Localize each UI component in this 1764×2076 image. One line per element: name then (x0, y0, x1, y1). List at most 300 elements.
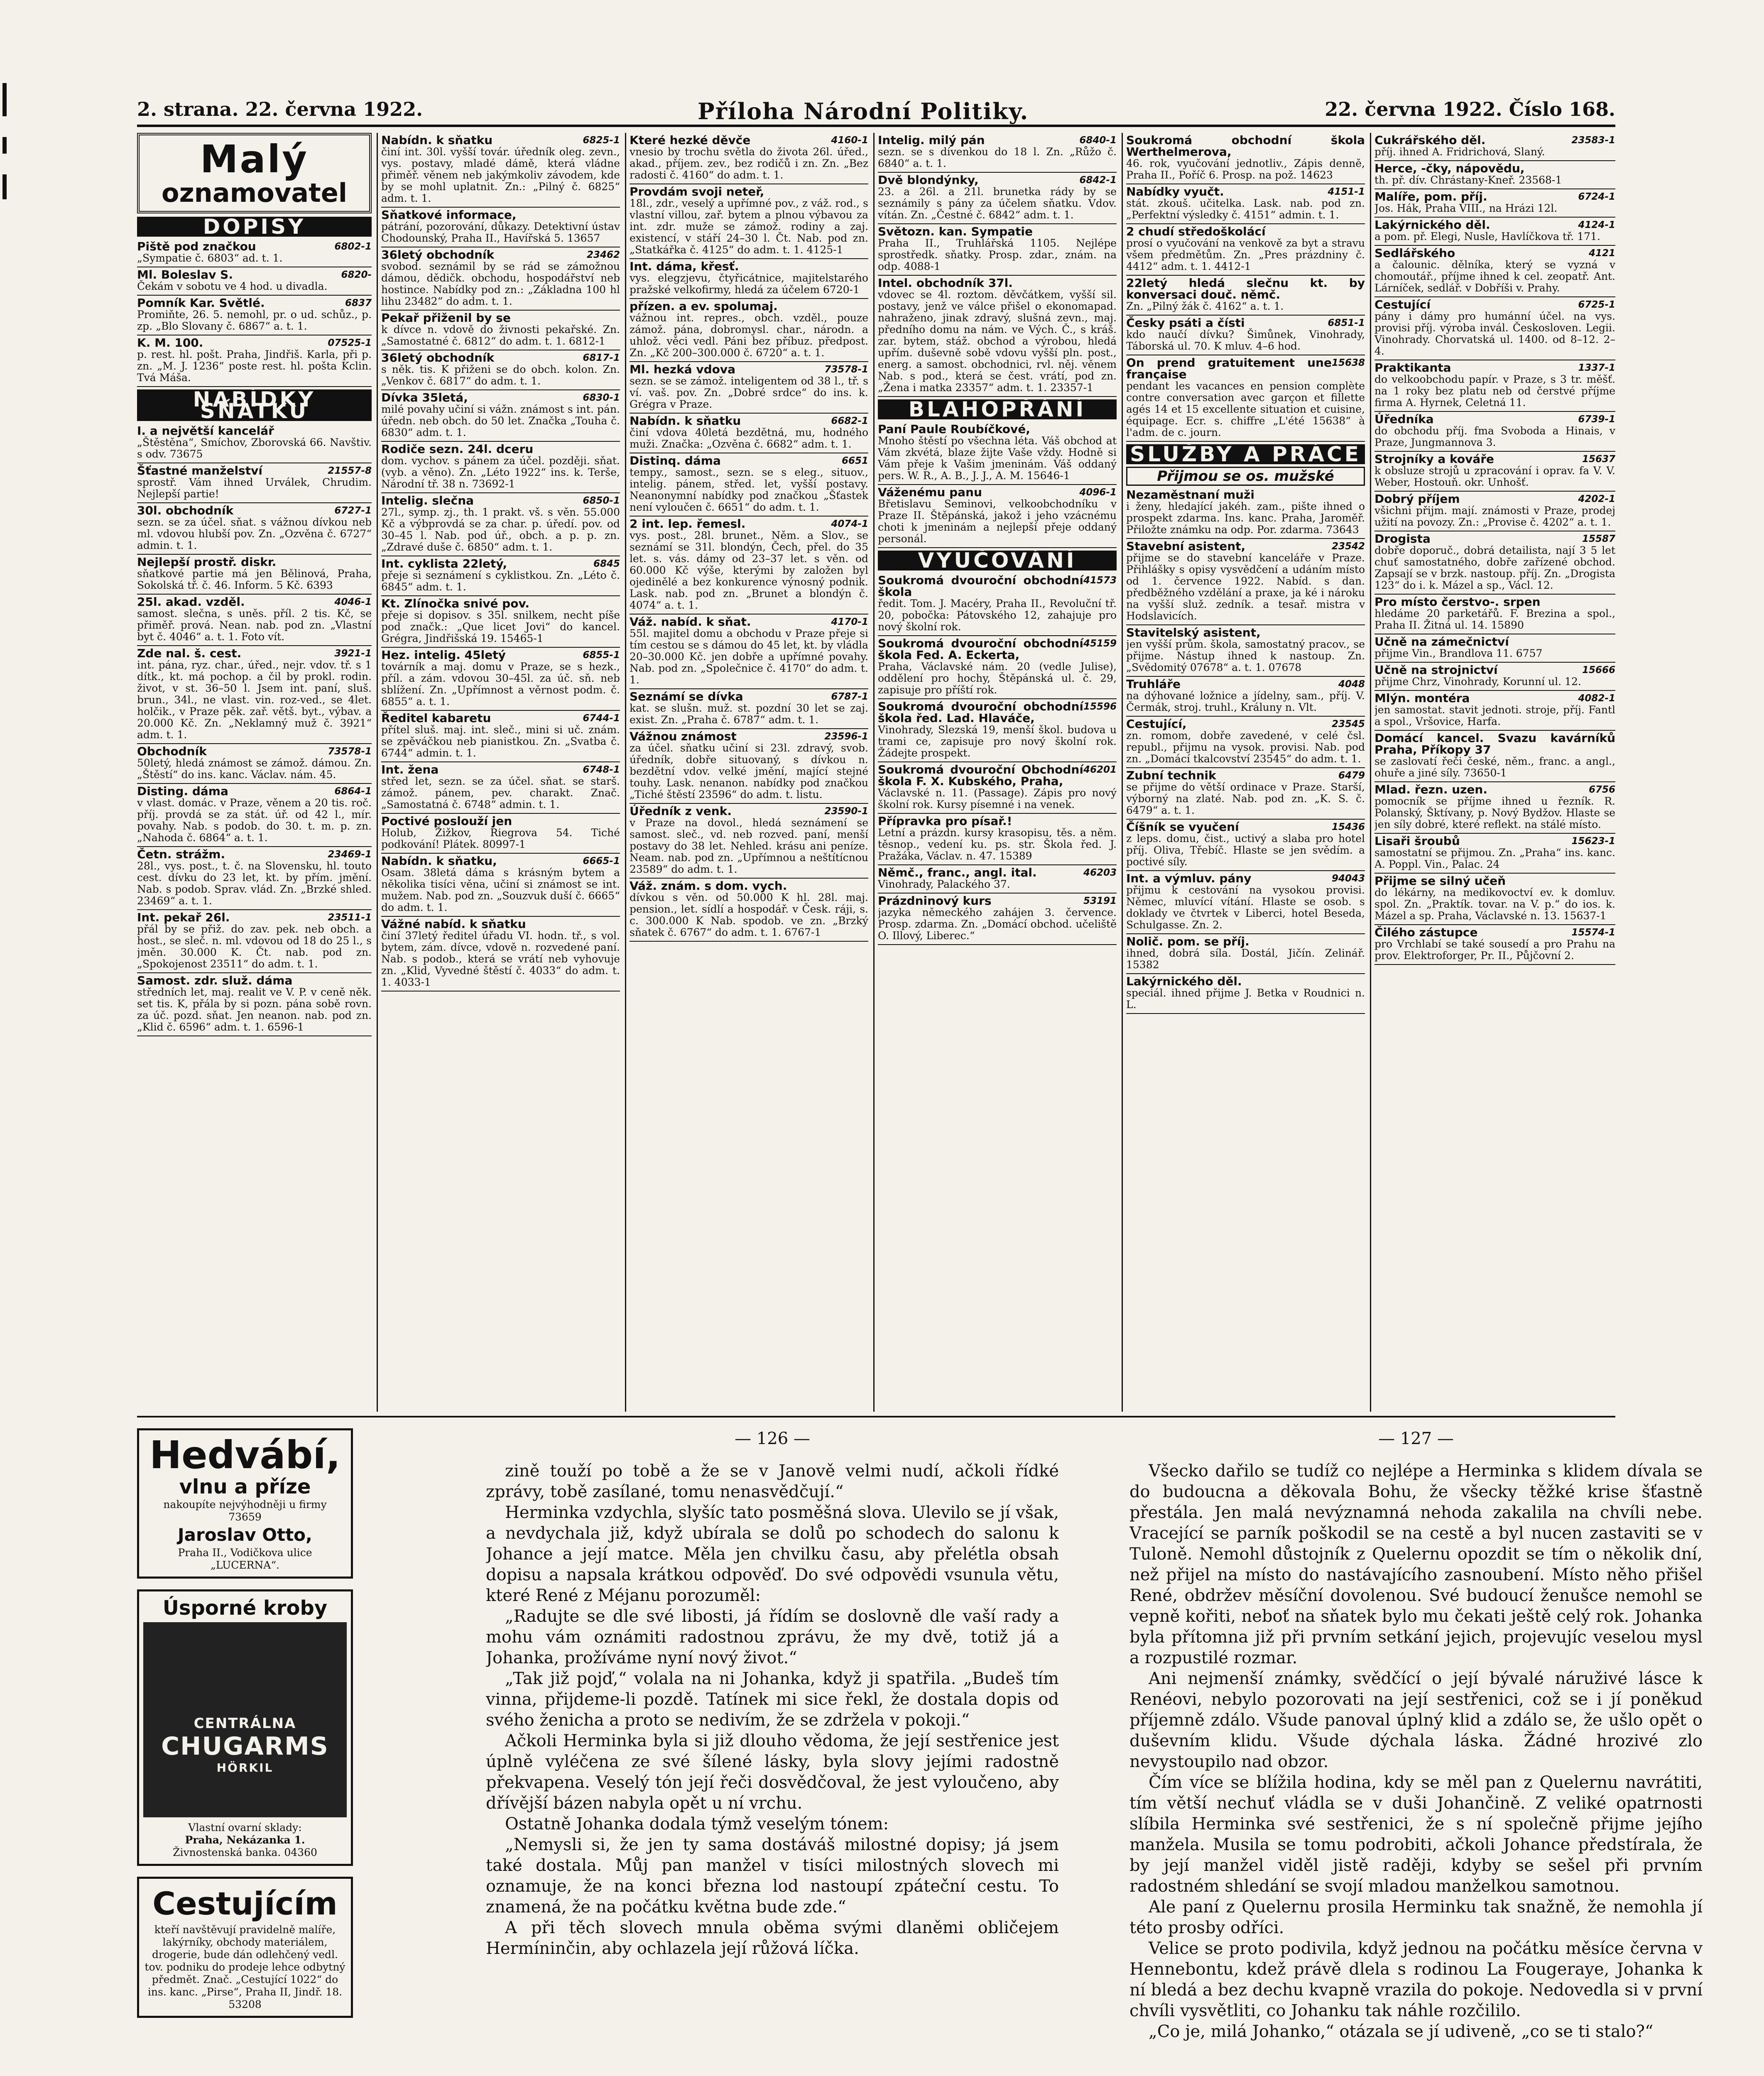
ad-list (137, 239, 372, 1036)
ad-heading (878, 135, 1117, 146)
ad-hedvabi-name: Jaroslav Otto, (178, 1525, 312, 1545)
classified-ad (1126, 625, 1365, 677)
ad-title: Nolič. pom. se příj. (1126, 935, 1250, 948)
classified-ad (1126, 224, 1365, 276)
classified-ad (878, 173, 1117, 224)
ad-body: do obchodu příj. fma Svoboda a Hinais, v Praze, Jungmannova 3. (1374, 425, 1615, 448)
novel-text (1129, 1461, 1703, 2042)
ad-body: p. rest. hl. pošt. Praha, Jindřiš. Karla, při p. zn. „M. J. 1236“ poste rest. hl. pošta Kclin. Tvá Máša. (137, 348, 372, 384)
ad-title: I. a největší kancelář (137, 424, 274, 438)
ad-body: ředit. Tom. J. Macéry, Praha II., Revoluční tř. 20, pobočka: Pátovského 12, zahajuje pro nový školní rok. (878, 597, 1117, 633)
ad-list (381, 133, 620, 991)
ad-body: přijmu k cestování na vysokou provisi. Němec, mluvící vítání. Hlaste se osob. s doklady ve čtvrtek v Liberci, hotel Beseda, Schulgasse. Zn. 2. (1126, 884, 1365, 931)
ad-body: „Sympatie č. 6803“ ad. t. 1. (137, 252, 283, 264)
section-nabidky: NABÍDKY SŇATKU (137, 389, 372, 421)
ad-code: 23596-1 (824, 731, 868, 742)
ad-code: 6820- (341, 269, 372, 280)
ad-title: Úředník z venk. (630, 804, 732, 818)
ad-body: k dívce n. vdově do živnosti pekařské. Zn. „Samostatné č. 6812“ do adm. t. 1. 6812-1 (381, 323, 620, 347)
classified-ad (1126, 974, 1365, 1014)
ad-heading (630, 364, 868, 375)
classified-ad (1126, 820, 1365, 871)
ad-body: pány i dámy pro humánní účel. na vys. provisi příj. výroba invál. Českosloven. Legii. Vinohrady. Chorvatská ul. 1400. od 8–12. 2–4. (1374, 310, 1615, 357)
ad-title: Stavitelský asistent, (1126, 626, 1261, 639)
ad-body: Praha, Václavské nám. 20 (vedle Julise), oddělení pro hochy, Štěpánská ul. č. 29, zapisuje pro příští rok. (878, 661, 1117, 696)
ad-heading (1126, 317, 1365, 329)
ad-code: 4170-1 (831, 617, 868, 627)
ad-code: 6744-1 (583, 713, 620, 724)
ad-heading (630, 691, 868, 703)
classified-ad (878, 276, 1117, 397)
ad-hedvabi-code: 73659 (228, 1511, 262, 1523)
ad-title: Zde nal. š. cest. (137, 646, 242, 660)
ad-code: 6840-1 (1079, 135, 1117, 146)
ad-body: pendant les vacances en pension complète contre conversation avec garçon et fillette agés 14 et 15 excellente situation et cuisine, équipage. Ecr. s. chiffre „L'été 15638“ à l'adm. de c. journ. (1126, 380, 1365, 438)
ad-title: Seznámí se dívka (630, 690, 743, 703)
section-dopisy: DOPISY (137, 217, 372, 237)
ad-code: 6851-1 (1328, 318, 1365, 328)
ad-title: Lakýrnického děl. (1126, 974, 1242, 988)
classified-ad (630, 517, 868, 614)
classified-ad (137, 847, 372, 910)
ad-title: Přijme se silný učeň (1374, 874, 1506, 888)
ad-title: Nezaměstnaní muži (1126, 488, 1254, 502)
ad-title: Samost. zdr. služ. dáma (137, 974, 293, 987)
ad-title: Intelig. slečna (381, 494, 474, 507)
ad-code: 46201 (1083, 764, 1117, 775)
ad-body: kat. se slušn. muž. st. pozdní 30 let se zaj. exist. Zn. „Praha č. 6787“ adm. t. 1. (630, 702, 868, 726)
ad-title: Disting. dáma (137, 784, 228, 798)
ad-heading (137, 556, 372, 568)
classified-ad (381, 556, 620, 596)
classified-ad (630, 804, 868, 879)
ad-title: 30l. obchodník (137, 504, 234, 517)
page-header (137, 95, 1615, 127)
ad-code: 4202-1 (1578, 494, 1615, 504)
classified-ad (381, 133, 620, 208)
ad-code: 23542 (1331, 541, 1365, 552)
ad-heading (381, 209, 620, 221)
ad-body: Holub, Žižkov, Riegrova 54. Tiché podkování! Plátek. 80997-1 (381, 827, 620, 850)
classified-ad (137, 595, 372, 646)
ad-heading (1126, 873, 1365, 884)
classified-ad (137, 503, 372, 555)
ad-code: 6665-1 (583, 856, 620, 867)
ad-title: Mlýn. montéra (1374, 691, 1470, 705)
classified-ad (381, 711, 620, 762)
ad-code: 6725-1 (1578, 299, 1615, 310)
classified-ad (137, 424, 372, 463)
classified-ad (381, 390, 620, 442)
classified-column-3 (630, 133, 875, 1412)
ad-heading (878, 701, 1117, 724)
ad-heading (878, 815, 1117, 827)
section-vyucovani: VYUČOVÁNÍ (878, 551, 1117, 570)
ad-heading (137, 505, 372, 517)
ad-body: dobře doporuč., dobrá detailista, nají 3 5 let chuť samostatného, dobře zařízené obchod. Zapsají se v brzk. nastoup. příj. Zn. „Drogista 123“ do i. k. Mázel a sp., Václ. 12. (1374, 544, 1615, 591)
ad-heading (1126, 489, 1365, 501)
ad-code: 6837 (345, 298, 372, 308)
ad-title: Hez. intelig. 45letý (381, 648, 506, 662)
classified-ad (1374, 663, 1615, 691)
ad-body: přijme se do stavební kanceláře v Praze. Přihlášky s opisy vysvědčení a udáním místo od 1. července 1922. Nabíd. s dan. předběžného vzdělání a praxe, ja ké i nároku na vyšší služ. zedník. a tesař. mistra v Hodslavicích. (1126, 552, 1365, 622)
ad-code: 23583-1 (1571, 135, 1615, 146)
ad-body: hledáme 20 parketářů. F. Brezina a spol., Praha II. Žitná ul. 14. 15890 (1374, 607, 1615, 631)
ad-title: Učně na strojnictví (1374, 663, 1498, 677)
ad-body: vážnou int. repres., obch. vzděl., pouze zámož. pána, dobromysl. char., národn. a uhlož. věci vedl. Páni bez příbuz. předpost. Zn. „Kč 200–300.000 č. 6720“ a. t. 1. (630, 312, 868, 359)
classified-ad (1374, 531, 1615, 595)
ad-heading (630, 186, 868, 198)
ad-body: 55l. majitel domu a obchodu v Praze přeje si tím cestou se s dámou do 45 let, kt. by vládla 20–30.000 Kč. jen dobře a upřímné povahy. Nab. pod zn. „Společnice č. 4170“ do adm. t. 1. (630, 627, 868, 686)
ad-body: do velkoobchodu papír. v Praze, s 3 tr. měšť. na 1 roky bez platu neb od čerstvé příjme firma A. Hyrnek, Celetná 11. (1374, 373, 1615, 409)
ad-code: 4121 (1588, 248, 1615, 259)
ad-body: střed let, sezn. se za účel. sňat. se starš. zámož. pánem, pev. charakt. Znač. „Samostatná č. 6748“ admin. t. 1. (381, 775, 620, 810)
ad-body: se zaslovatí řeči české, něm., franc. a angl., ohuře a jiné síly. 73650-1 (1374, 755, 1615, 779)
ad-bank-line-3: HÖRKIL (216, 1760, 274, 1775)
ad-code: 6787-1 (831, 691, 868, 702)
ad-body: Břetislavu Seminovi, velkoobchodníku v Praze II. Štěpánská, jakož i jeho vzácnému choti k jmeninám a nejlepší přeje oddaný personál. (878, 498, 1117, 545)
classified-ad (1374, 925, 1615, 965)
ad-title: Intel. obchodník 37l. (878, 276, 1013, 290)
paragraph: Všecko dařilo se tudíž co nejlépe a Herminka s klidem dívala se do budoucna a děkovala Bohu, že všecky těžké krise šťastně přestála. Jen malá nevýznamná nehoda zakalila na chvíli nebe. Vracející se parník poškodil se na cestě a byl nucen zastaviti se v Tuloně. Nemohl důstojník z Quelernu opozdit se tím o několik dní, než přijel na místo do nastávajícího zasnoubení. Místo něho přišel René, obdržev měsíční dovolenou. Své budoucí ženušce nemohl se vepně kořiti, neboť na sňatek bylo mu čekati ještě celý rok. Johanka byla přítomna již při prvním setkání jejich, projevujíc veselou mysl a rozpustilé rozmar. (1129, 1462, 1703, 1667)
classified-column-4 (878, 133, 1123, 1412)
ad-body: Zn. „Pilný žák č. 4162“ a. t. 1. (1126, 300, 1284, 312)
ad-body: přítel sluš. maj. int. sleč., mini si uč. znám. se zpěváčkou neb pianistkou. Zn. „Svatba č. 6744“ admin. t. 1. (381, 724, 620, 759)
ad-title: Dívka 35letá, (381, 391, 468, 404)
ad-heading (1374, 219, 1615, 231)
ad-heading (137, 912, 372, 923)
classified-ad (137, 784, 372, 847)
ad-title: 22letý hledá slečnu kt. by konversaci douč. němč. (1126, 276, 1365, 301)
masthead-line-2: oznamovatel (161, 178, 348, 208)
classified-ad (137, 463, 372, 503)
ad-title: 25l. akad. vzděl. (137, 595, 245, 609)
ad-title: 2 chudí středoškolácí (1126, 225, 1266, 238)
ad-title: Cukrářského děl. (1374, 133, 1486, 147)
ad-heading (1374, 835, 1615, 847)
ad-title: Pomník Kar. Světlé. (137, 296, 265, 310)
ad-title: Soukromá dvouroční obchodní škola Fed. A. Eckerta, (878, 637, 1083, 662)
paragraph: A při těch slovech mnula oběma svými dlaněmi obličejem Hermíninčin, aby ochlazela její růžová líčka. (486, 1918, 1059, 1958)
classified-ad (137, 239, 372, 267)
ad-title: Váženému panu (878, 485, 982, 499)
ad-title: Sňatkové informace, (381, 208, 517, 222)
classified-ad (1126, 677, 1365, 717)
ad-heading (1126, 277, 1365, 301)
classified-ad (630, 729, 868, 804)
paragraph: „Nemysli si, že jen ty sama dostáváš milostné dopisy; já jsem také dostala. Můj pan manžel v tisíci milostných slovech mi oznamuje, že na konci března lod nastoupí zpáteční cestu. To znamená, že na počátku května bude zde.“ (486, 1835, 1059, 1917)
ad-code: 6845 (593, 558, 620, 569)
ad-heading (381, 649, 620, 661)
ad-title: Ml. hezká vdova (630, 362, 736, 376)
ad-heading (381, 352, 620, 364)
classified-ad (630, 259, 868, 299)
ad-heading (878, 277, 1117, 289)
ad-heading (1374, 784, 1615, 796)
ad-heading (137, 297, 372, 309)
ad-heading (1374, 875, 1615, 887)
section-blahoprani: BLAHOPŘÁNÍ (878, 399, 1117, 419)
ad-heading (381, 764, 620, 776)
ad-heading (878, 638, 1117, 661)
ad-title: Lisaři šroubů (1374, 834, 1460, 848)
ad-heading (1126, 541, 1365, 552)
ad-title: Vážnou známost (630, 730, 737, 743)
classified-ad (381, 762, 620, 814)
ad-body: Václavské n. 11. (Passage). Zápis pro nový školní rok. Kursy písemné i na venek. (878, 787, 1117, 810)
classified-column-1 (137, 133, 378, 1412)
section-subtitle: Přijmou se os. mužské (1126, 467, 1365, 486)
ad-heading (381, 249, 620, 261)
ad-body: za účel. sňatku učiní si 23l. zdravý, svob. úředník, dobře situovaný, s dívkou n. bezdětní vdov. velké jmění, mající stejné touhy. Lask. nenanon. nabídky pod značkou „Tiché štěstí 23596“ do adm. t. listu. (630, 742, 868, 801)
paragraph: zině touží po tobě a že se v Janově velmi nudí, ačkoli řídké zprávy, tobě zasílané, tomu nenasvědčují.“ (486, 1462, 1059, 1501)
classified-ad (137, 910, 372, 973)
ad-title: Pro místo čerstvo-. srpen (1374, 595, 1541, 609)
paragraph: Čím více se blížila hodina, kdy se měl pan z Quelernu navrátiti, tím větší nechuť vládla se v duši Johančině. Z veliké opatrnosti slíbila Herminka své sestřenici, že s ní společně přijme jejího manžela. Musila se tomu podrobiti, ačkoli Johance předstírala, že by její manžel viděl jistě raději, kdyby se sešel při prvním radostném shledání se svojí mladou manželkou samotnou. (1129, 1773, 1703, 1896)
ad-cestujicim (137, 1877, 353, 2018)
ad-body: činí 37letý ředitel úřadu VI. hodn. tř., s vol. bytem, zám. dívce, vdově n. rozvedené paní. Nab. s podob., která se vrátí neb vyhovuje zn. „Klid, Vyvedné štěstí č. 4033“ do adm. t. 1. 4033-1 (381, 930, 620, 988)
ad-body: stát. zkouš. učitelka. Lask. nab. pod zn. „Perfektní výsledky č. 4151“ admin. t. 1. (1126, 197, 1365, 221)
ad-body: všichni přijm. mají. známosti v Praze, prodej užití na povozy. Zn.: „Provise č. 4202“ a. t. 1. (1374, 504, 1615, 528)
classified-ad (1374, 161, 1615, 189)
ad-code: 15436 (1331, 822, 1365, 832)
classified-ad (381, 350, 620, 390)
classified-ad (1374, 133, 1615, 161)
ad-code: 6825-1 (583, 135, 620, 146)
ad-heading (1374, 493, 1615, 505)
section-sluzby: SLUŽBY A PRÁCE (1126, 444, 1365, 464)
ad-heading (1374, 247, 1615, 259)
ad-body: z leps. domu, čist., uctivý a slaba pro hotel příj. Oliva, Třebíč. Hlaste se jen svědím. a poctivé síly. (1126, 832, 1365, 868)
ad-title: Intelig. milý pán (878, 133, 985, 147)
ad-title: Čilého zástupce (1374, 925, 1478, 939)
ad-heading (630, 616, 868, 628)
ad-heading (1374, 927, 1615, 938)
ad-title: Prázdninový kurs (878, 894, 992, 908)
ad-body: Jos. Hák, Praha VIII., na Hrázi 12l. (1374, 202, 1558, 214)
ad-heading (1374, 732, 1615, 756)
ad-code: 45159 (1083, 638, 1117, 649)
ad-title: Světozn. kan. Sympatie (878, 225, 1033, 238)
ad-body: středních let, maj. realit ve V. P. v ceně něk. set tis. K, přála by si pozn. pána sobě rovn. za úč. pozd. sňat. Jen neanon. nab. pod zn. „Klid č. 6596“ adm. t. 1. 6596-1 (137, 986, 372, 1033)
ad-code: 4048 (1338, 679, 1365, 690)
ad-code: 15596 (1083, 701, 1117, 712)
classified-ad (878, 636, 1117, 699)
ad-bank-city: Praha, Nekázanka 1. (185, 1834, 305, 1846)
classified-ad (381, 917, 620, 991)
ad-title: Zubní technik (1126, 769, 1216, 782)
ad-title: Dvě blondýnky, (878, 173, 979, 187)
classified-ad (630, 614, 868, 689)
masthead (137, 133, 372, 213)
ad-body: sezn. se se zámož. inteligentem od 38 l., tř. s ví. vaš. pov. Zn. „Dobré srdce“ do ins. k. Grégra v Praze. (630, 375, 868, 410)
ad-body: 28l., vys. post., t. č. na Slovensku, hl. touto cest. dívku do 23 let, kt. by přím. jmění. Nab. s podob. Sprav. vlád. Zn. „Brzké shled. 23469“ a. t. 1. (137, 860, 372, 907)
ad-heading (1126, 627, 1365, 639)
classified-ad (1126, 316, 1365, 355)
ad-title: Ředitel kabaretu (381, 711, 491, 725)
ad-heading (878, 487, 1117, 498)
ad-title: Pekař přiženil by se (381, 311, 511, 325)
ad-title: Poctivé poslouží jen (381, 814, 512, 828)
ad-code: 15637 (1582, 454, 1615, 465)
ad-heading (1374, 664, 1615, 676)
ad-body: činí vdova 40letá bezdětná, mu, hodného muži. Značka: „Ozvěna č. 6682“ adm. t. 1. (630, 426, 868, 450)
ad-heading (381, 558, 620, 570)
ad-body: int. pána, ryz. char., úřed., nejr. vdov. tř. s 1 dítk., kt. má pochop. a čil by prokl. rodin. život, v st. 36–50 l. Jsem int. paní, sluš. brun., 34l., ne vlast. vin. roz-ved., se 4let. holčik., v Praze pěk. zař. větš. byt., výbav. a 20.000 Kč. Zn. „Neklamný muž č. 3921“ adm. t. 1. (137, 659, 372, 741)
classified-ad (1374, 691, 1615, 731)
ad-body: vnesio by trochu světla do života 26l. úřed., akad., příjem. zev., bez rodičů i zn. Zn. „Bez radosti č. 4160“ do adm. t. 1. (630, 146, 868, 181)
ad-title: Úředníka (1374, 412, 1434, 426)
classified-ad (137, 335, 372, 387)
ad-title: Malíře, pom. příj. (1374, 190, 1487, 203)
ad-heading (137, 465, 372, 477)
ad-hedvabi-title: Hedvábí, (149, 1433, 341, 1477)
ad-heading (137, 269, 372, 281)
classified-ad (1374, 218, 1615, 246)
ad-code: 6842-1 (1079, 175, 1117, 186)
classified-ad (878, 224, 1117, 276)
ad-body: dom. vychov. s pánem za účel. později. sňat. (vyb. a věno). Zn. „Léto 1922“ ins. k. Terše, Národní tř. 38 n. 73692-1 (381, 455, 620, 490)
ad-body: k obsluze strojů u zpracování i oprav. fa V. V. Weber, Hostouň. okr. Unhošť. (1374, 465, 1615, 488)
ad-body: 23. a 26l. a 21l. brunetka rády by se seznámily s pány za účelem sňatku. Vdov. vítán. Zn. „Čestné č. 6842“ adm. t. 1. (878, 186, 1117, 221)
ad-code: 4160-1 (831, 135, 868, 146)
classified-ad (1126, 133, 1365, 184)
ad-code: 6739-1 (1578, 414, 1615, 425)
paragraph: „Radujte se dle své libosti, já řídím se doslovně dle vaší rady a mohu vám oznámiti radostnou zprávu, že my dvě, totiž já a Johanka, prožíváme nyní nový život.“ (486, 1607, 1059, 1667)
ad-code: 6724-1 (1578, 191, 1615, 202)
ad-heading (878, 895, 1117, 907)
ad-body: přijme Chrz, Vinohrady, Korunní ul. 12. (1374, 676, 1581, 688)
ad-list (630, 133, 868, 942)
ad-title: K. M. 100. (137, 336, 203, 350)
ad-heading (1126, 135, 1365, 158)
ad-body: a pom. př. Elegi, Nusle, Havlíčkova tř. 171. (1374, 230, 1600, 242)
paragraph: Velice se proto podivila, když jednou na počátku měsíce června v Hennebontu, kdež právě dlela s rodinou La Fougeraye, Johanka k ní bledá a bez dechu kvapně vrazila do pokoje. Nedovedla si v první chvíli vysvětliti, co Johanku tak náhle rozčililo. (1129, 1939, 1703, 2020)
masthead-line-1: Malý (200, 137, 309, 181)
ad-title: Kt. Zlínočka snivé pov. (381, 597, 530, 610)
ad-heading (1374, 693, 1615, 704)
classified-ad (137, 267, 372, 296)
ad-heading (137, 648, 372, 659)
ad-title: Soukromá dvouroční obchodní škola řed. Lad. Hlaváče, (878, 700, 1083, 725)
ad-code: 4096-1 (1079, 487, 1117, 498)
ad-heading (878, 867, 1117, 879)
ad-body: pátrání, pozorování, důkazy. Detektivní ústav Chodounský, Praha II., Havířská 5. 13657 (381, 220, 620, 244)
classified-ad (137, 973, 372, 1036)
ad-body: se přijme do větší ordinace v Praze. Starší, výborný na zlaté. Nab. pod zn. „K. S. č. 6479“ a. t. 1. (1126, 781, 1365, 816)
ad-body: činí int. 30l. vyšší továr. úředník oleg. zevn., vys. postavy, mladé dámě, která vládne přiměř. věnem neb jakýmkoliv závodem, kde by se mohl uplatnit. Zn.: „Pilný č. 6825“ adm. t. 1. (381, 146, 620, 204)
ad-body: Mnoho štěstí po všechna léta. Váš obchod at Vám zkvétá, blaze žijte Vaše vždy. Hodně si Vám přeje k Vašim jmeninám. Váš oddaný pers. W. R., A. B., J. J., A. M. 15646-1 (878, 435, 1117, 482)
classified-ad (1374, 834, 1615, 874)
classified-ad (1374, 874, 1615, 925)
ad-title: Obchodník (137, 744, 207, 758)
ad-body: a čalounic. dělníka, který se vyzná v chomoutář., příjme ihned k cel. zeopatř. Ant. Lárníček, sedlář. v Dobříši v. Prahy. (1374, 259, 1615, 294)
ad-title: Mlad. řezn. uzen. (1374, 783, 1487, 796)
ad-title: Herce, -čky, nápovědu, (1374, 162, 1525, 175)
ad-heading (381, 443, 620, 455)
ad-title: 36letý obchodník (381, 248, 495, 262)
ad-title: Distinq. dáma (630, 454, 721, 468)
ad-heading (630, 135, 868, 146)
classified-ad (381, 596, 620, 648)
ad-title: Vážné nabíd. k sňatku (381, 917, 526, 931)
header-date-left: 2. strana. 22. června 1922. (137, 98, 423, 120)
classified-ad (381, 648, 620, 711)
header-title: Příloha Národní Politiky. (698, 98, 1029, 125)
ad-heading (381, 815, 620, 827)
ad-heading (381, 135, 620, 146)
ad-title: Číšník se vyučení (1126, 820, 1239, 834)
ad-hedvabi-subtitle: vlnu a příze (179, 1475, 311, 1498)
ad-code: 6727-1 (334, 505, 372, 516)
classified-column-6 (1374, 133, 1615, 1412)
scan-mark (2, 83, 7, 116)
ad-code: 3921-1 (334, 648, 372, 659)
ad-code: 23511-1 (328, 912, 372, 923)
ad-body: dívkou s věn. od 50.000 K hl. 28l. maj. pension., let. sídlí a hospodář. v Česk. ráji, s. c. 300.000 K Nab. spodob. ve zn. „Brzký sňatek č. 6767“ do adm. t. 1. 6767-1 (630, 891, 868, 938)
classified-ad (1126, 355, 1365, 442)
ad-heading (381, 598, 620, 610)
classified-ad (381, 208, 620, 247)
section-rule (137, 1416, 1615, 1417)
page-number: — 127 — (1378, 1429, 1454, 1448)
ad-code: 21557-8 (328, 465, 372, 476)
ad-title: Šťastné manželství (137, 464, 262, 477)
novel-page-left (486, 1428, 1059, 2076)
classified-ad (630, 184, 868, 259)
ad-heading (381, 392, 620, 404)
ad-heading (1374, 135, 1615, 146)
ad-code: 1337-1 (1578, 362, 1615, 373)
ad-body: jen samostat. stavit jednoti. stroje, příj. Fantl a spol., Vršovice, Harfa. (1374, 704, 1615, 727)
classified-ad (878, 894, 1117, 945)
ad-body: přeje si seznámení s cyklistkou. Zn. „Léto č. 6845“ adm. t. 1. (381, 569, 620, 593)
classified-column-2 (381, 133, 626, 1412)
ad-body: 50letý, hledá známost se zámož. dámou. Zn. „Štěstí“ do ins. kanc. Václav. nám. 45. (137, 757, 372, 781)
classified-ad (630, 453, 868, 517)
ad-code: 6748-1 (583, 764, 620, 775)
ad-body: v Praze na dovol., hledá seznámení se samost. sleč., vd. neb rozved. paní, menší postavy do 38 let. Nehled. krásu ani peníze. Neam. nab. pod zn. „Upřímnou a neštítícnou 23589“ do adm. t. 1. (630, 817, 868, 875)
ad-heading (1126, 678, 1365, 690)
ad-title: Rodiče sezn. 24l. dceru (381, 442, 534, 456)
ad-code: 23545 (1331, 719, 1365, 730)
ad-list (1126, 133, 1365, 1014)
ad-title: Truhláře (1126, 677, 1181, 691)
ad-code: 4151-1 (1328, 186, 1365, 197)
ad-title: Soukromá dvouroční obchodní škola (878, 573, 1083, 599)
ad-body: zn. romom, dobře zavedené, v celé čsl. republ., přijmu na vysok. provisi. Nab. pod zn. „Domácí tkalcovství 23545“ do adm. t. 1. (1126, 730, 1365, 765)
ad-heading (1126, 976, 1365, 987)
ad-code: 4046-1 (334, 597, 372, 607)
classified-ad (137, 646, 372, 744)
ad-title: Nabídn. k sňatku (630, 414, 741, 428)
ad-list (878, 133, 1117, 945)
ad-heading (1126, 186, 1365, 198)
ad-title: Stavební asistent, (1126, 539, 1246, 553)
ad-title: Drogista (1374, 532, 1431, 546)
classified-ad (1374, 189, 1615, 218)
ad-body: s něk. tis. K přiženi se do obch. kolon. Zn. „Venkov č. 6817“ do adm. t. 1. (381, 363, 620, 387)
classified-ad (1126, 871, 1365, 934)
classified-ad (1374, 297, 1615, 360)
ad-code: 07525-1 (328, 338, 372, 348)
ad-title: 2 int. lep. řemesl. (630, 517, 746, 531)
ad-title: Němč., franc., angl. ital. (878, 866, 1037, 879)
ad-body: přeje si dopisov. s 35l. snilkem, necht píše pod značk.: „Que licet Jovi“ do kancel. Grégra, Jindřišská 19. 15465-1 (381, 609, 620, 644)
ad-heading (1374, 414, 1615, 425)
classified-ad (381, 814, 620, 854)
ad-title: Int. dáma, křesť. (630, 260, 739, 273)
